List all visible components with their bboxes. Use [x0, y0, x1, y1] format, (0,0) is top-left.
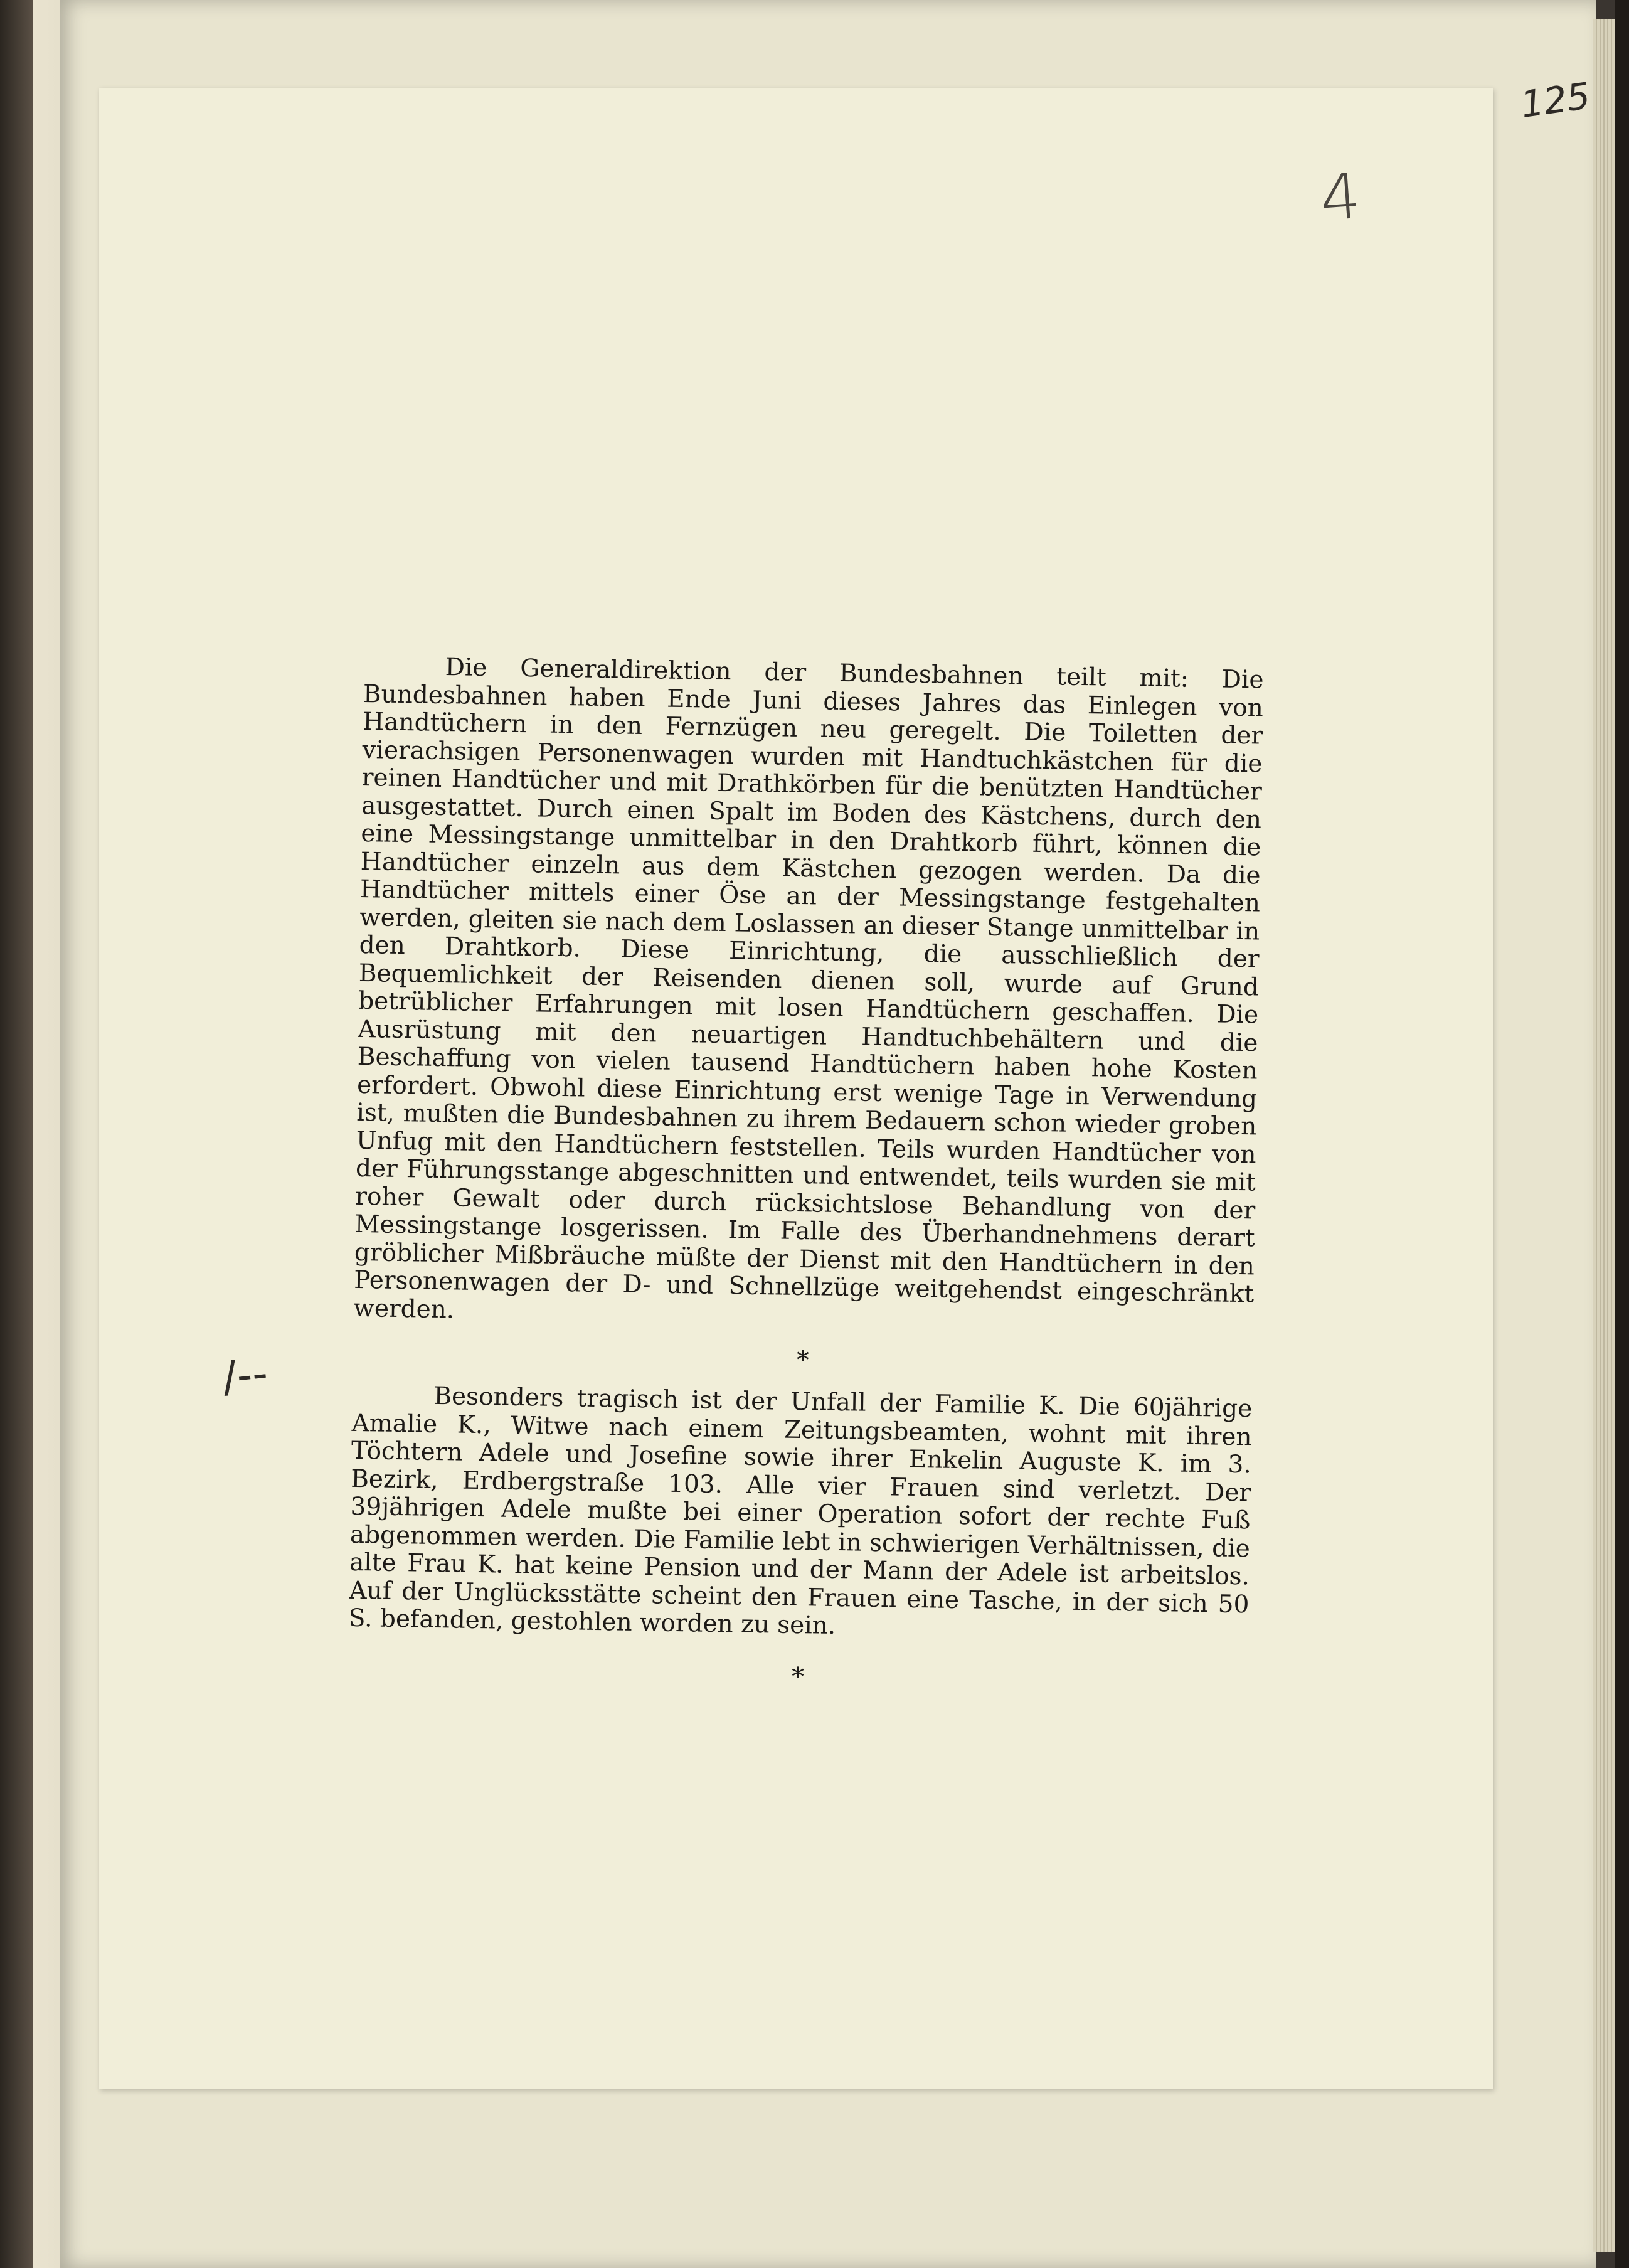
book-binding	[0, 0, 60, 2268]
folio-number: 125	[1518, 74, 1593, 127]
article-end-mark: *	[791, 1662, 805, 1691]
newspaper-clipping	[347, 652, 1264, 1733]
margin-annotation: /--	[220, 1348, 270, 1403]
article-paragraph-railway-towels: Die Generaldirektion der Bundesbahnen teilt mit: Die Bundesbahnen haben Ende Juni dieses Jahres das Einlegen von Handtüchern in den Fernzügen neu geregelt. Die Toiletten der vierachsigen Personenwagen wurden mit Handtuchkästchen für die reinen Handtücher und mit Drathkörben für die benützten Handtücher ausgestattet. Durch einen Spalt im Boden des Kästchens, durch den eine Messingstange unmittelbar in den Drahtkorb führt, können die Handtücher einzeln aus dem Kästchen gezogen werden. Da die Handtücher mittels einer Öse an der Messingstange festgehalten werden, gleiten sie nach dem Loslassen an dieser Stange unmittelbar in den Drahtkorb. Diese Einrichtung, die ausschließlich der Bequemlichkeit der Reisenden dienen soll, wurde auf Grund betrüblicher Erfahrungen mit losen Handtüchern geschaffen. Die Ausrüstung mit den neuartigen Handtuchbehältern und die Beschaffung von vielen tausend Handtüchern haben hohe Kosten erfordert. Obwohl diese Einrichtung erst wenige Tage in Verwendung ist, mußten die Bundesbahnen zu ihrem Bedauern schon wieder groben Unfug mit den Handtüchern feststellen. Teils wurden Handtücher von der Führungsstange abgeschnitten und entwendet, teils wurden sie mit roher Gewalt oder durch rücksichtslose Behandlung von der Messingstange losgerissen. Im Falle des Überhandnehmens derart gröblicher Mißbräuche müßte der Dienst mit den Handtüchern in den Personenwagen der D- und Schnellzüge weitgehendst eingeschränkt werden.	[353, 653, 1264, 1324]
book-cover-edge	[1615, 0, 1629, 2268]
sheet-number: 4	[1317, 159, 1363, 236]
article-separator: *	[796, 1345, 810, 1375]
page-edges	[1593, 19, 1618, 2252]
article-paragraph-family-accident: Besonders tragisch ist der Unfall der Familie K. Die 60jährige Amalie K., Witwe nach einem Zeitungsbeamten, wohnt mit ihren Töchtern Adele und Josefine sowie ihrer Enkelin Auguste K. im 3. Bezirk, Erdbergstraße 103. Alle vier Frauen sind verletzt. Der 39jährigen Adele mußte bei einer Operation sofort der rechte Fuß abgenommen werden. Die Familie lebt in schwierigen Verhältnissen, die alte Frau K. hat keine Pension und der Mann der Adele ist arbeitslos. Auf der Unglücksstätte scheint den Frauen eine Tasche, in der sich 50 S. befanden, gestohlen worden zu sein.	[348, 1382, 1253, 1641]
